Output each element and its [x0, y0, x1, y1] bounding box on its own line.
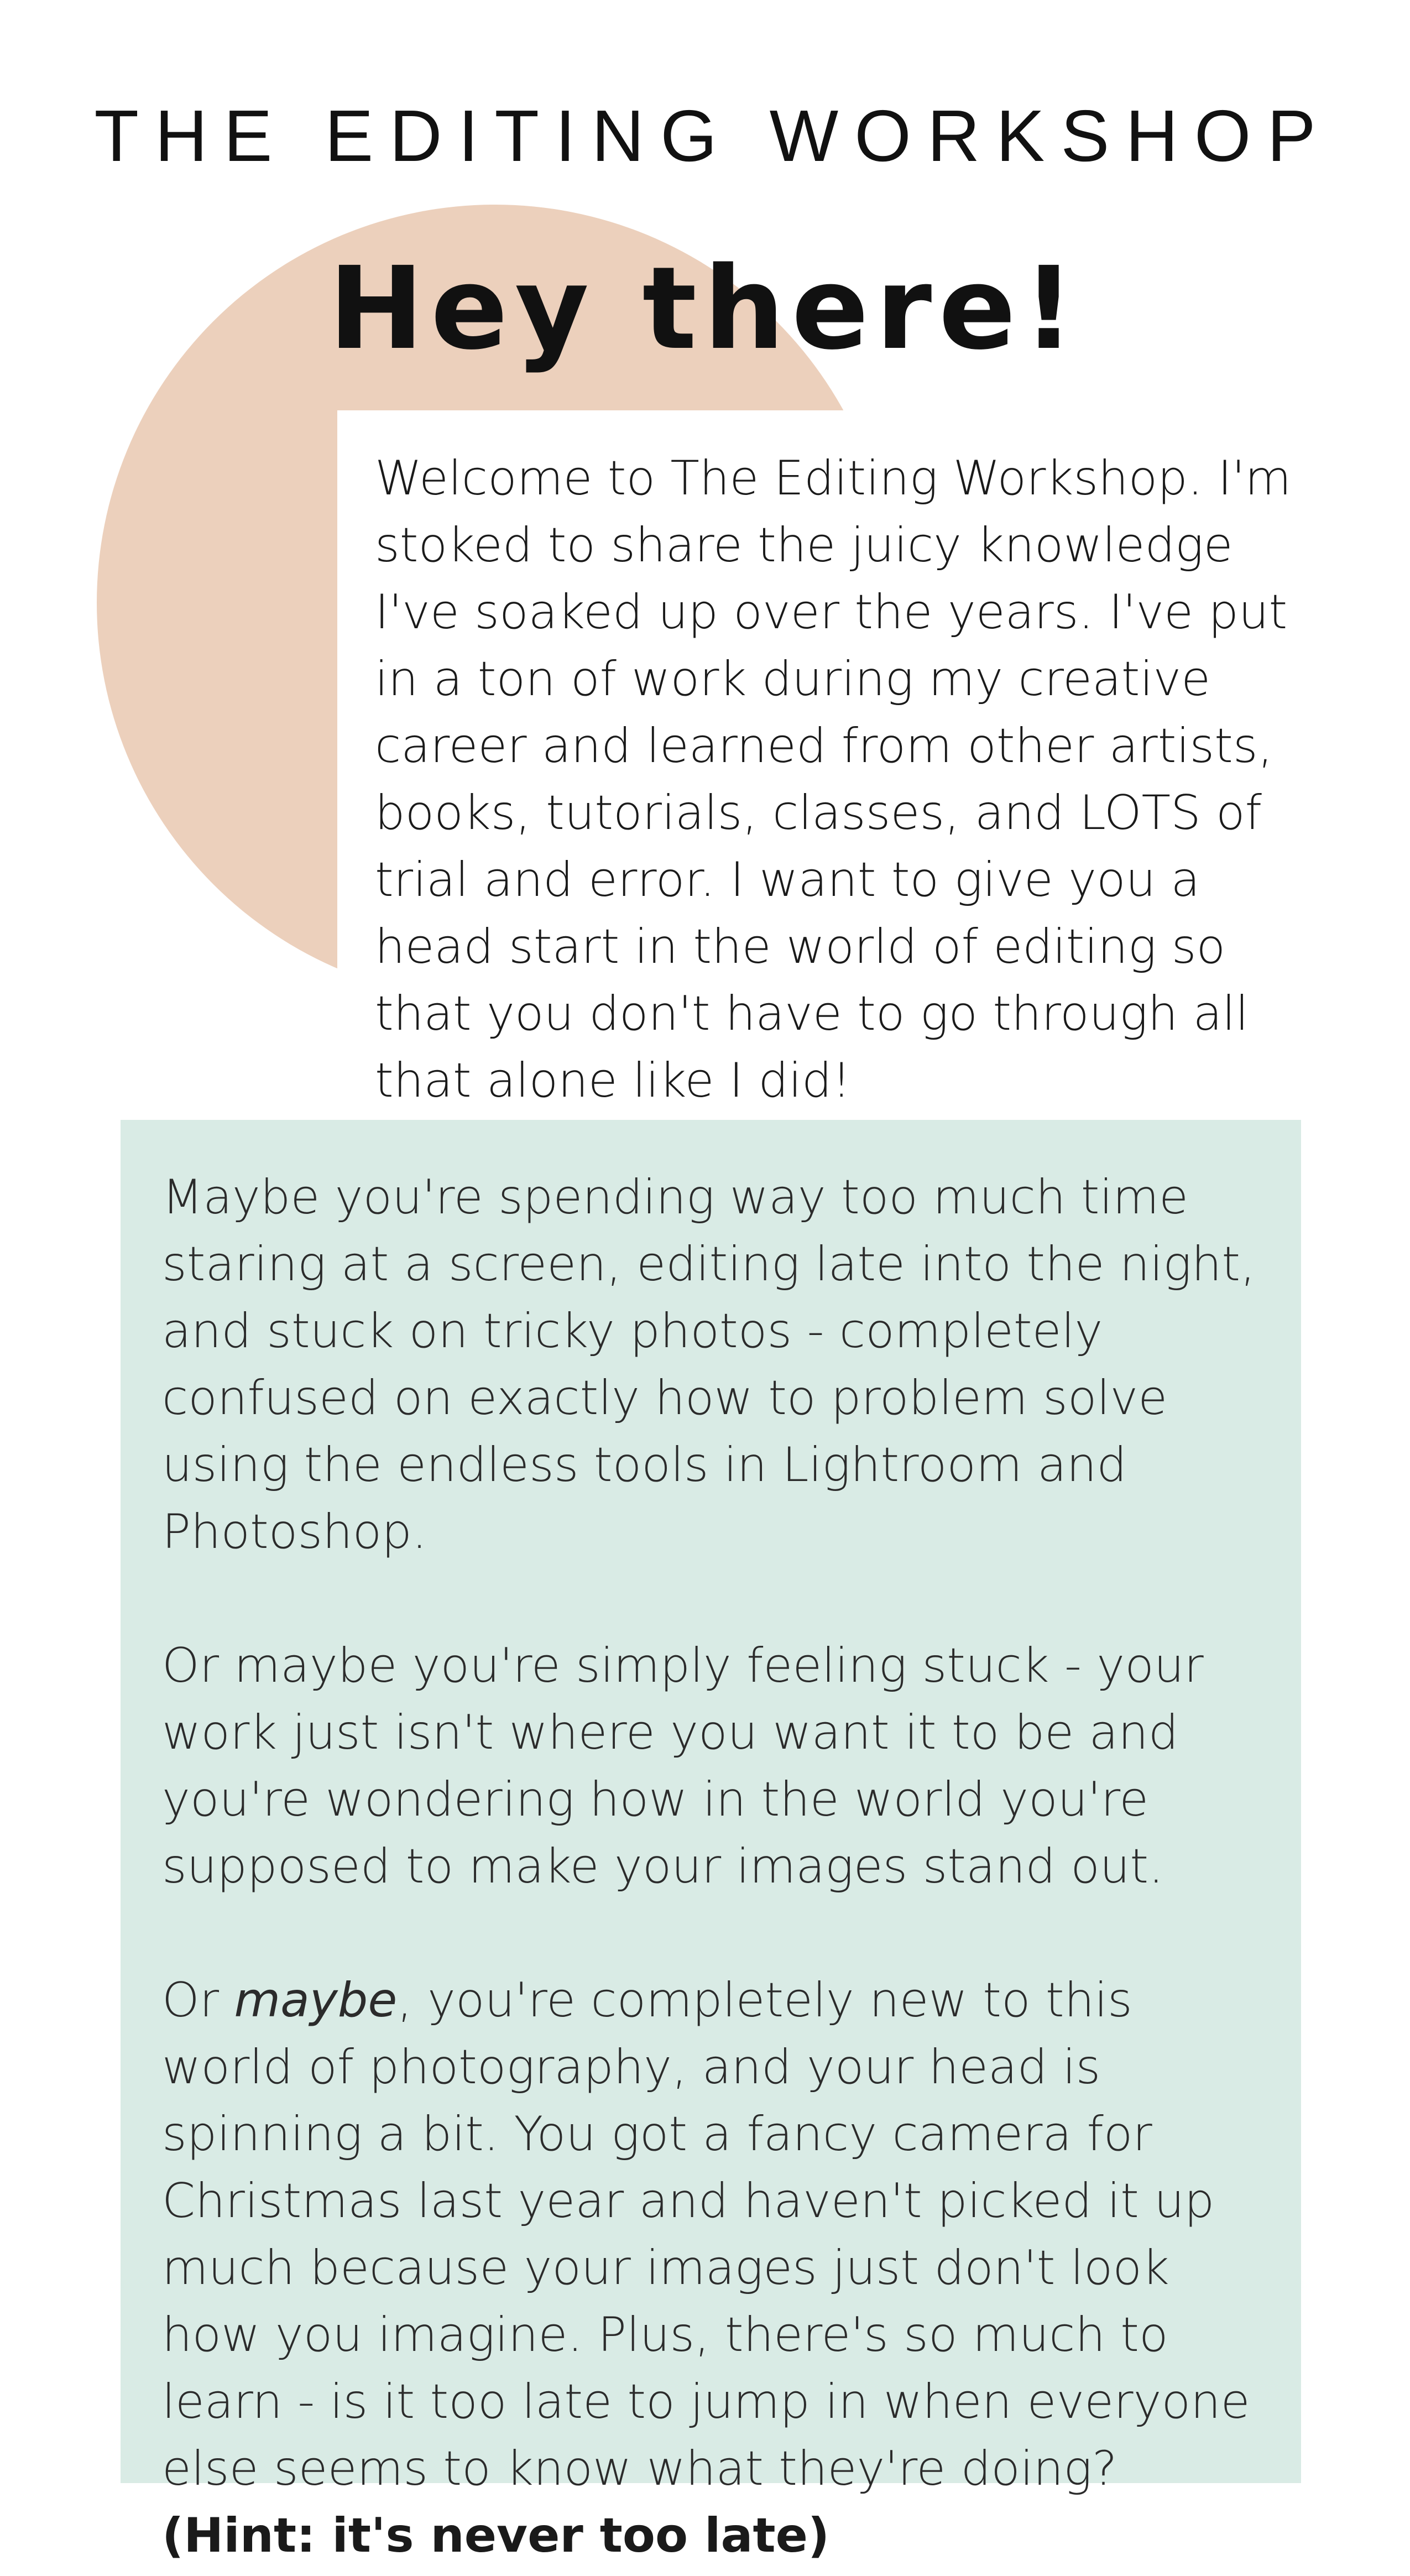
scenario-paragraph-3-emphasis: maybe: [234, 1973, 398, 2028]
hint-text: (Hint: it's never too late): [162, 2508, 830, 2563]
brand-title: THE EDITING WORKSHOP: [94, 95, 1332, 176]
intro-paragraph: Welcome to The Editing Workshop. I'm stoked to share the juicy knowledge I've soaked up over the years. I've put in a ton of work during my creative career and learned from other artists, books, tutorials, classes, and LOTS of trial and error. I want to give you a head start in the world of editing so that you don't have to go through all that alone like I did!: [375, 451, 1292, 1108]
scenario-paragraph-2: Or maybe you're simply feeling stuck - your work just isn't where you want it to be and you're wondering how in the world you're supposed to make your images stand out.: [162, 1638, 1204, 1894]
scenario-paragraph-3: [162, 1967, 1268, 2569]
scenarios-panel: [121, 1120, 1301, 2563]
scenario-paragraph-1: Maybe you're spending way too much time staring at a screen, editing late into the night, and stuck on tricky photos - completely confused on exactly how to problem solve using the endless tools in Lightroom and Photoshop.: [162, 1170, 1256, 1560]
scenarios-content: [162, 1164, 1268, 2569]
greeting-heading: Hey there!: [328, 242, 1082, 375]
scenario-paragraph-3-lead: Or: [162, 1973, 234, 2028]
scenario-paragraph-3-rest: , you're completely new to this world of photography, and your head is spinning a bit. You got a fancy camera for Christmas last year and haven't picked it up much because your images just don't look how you imagine. Plus, there's so much to learn - is it too late to jump in when everyone else seems to know what they're doing?: [162, 1973, 1250, 2496]
